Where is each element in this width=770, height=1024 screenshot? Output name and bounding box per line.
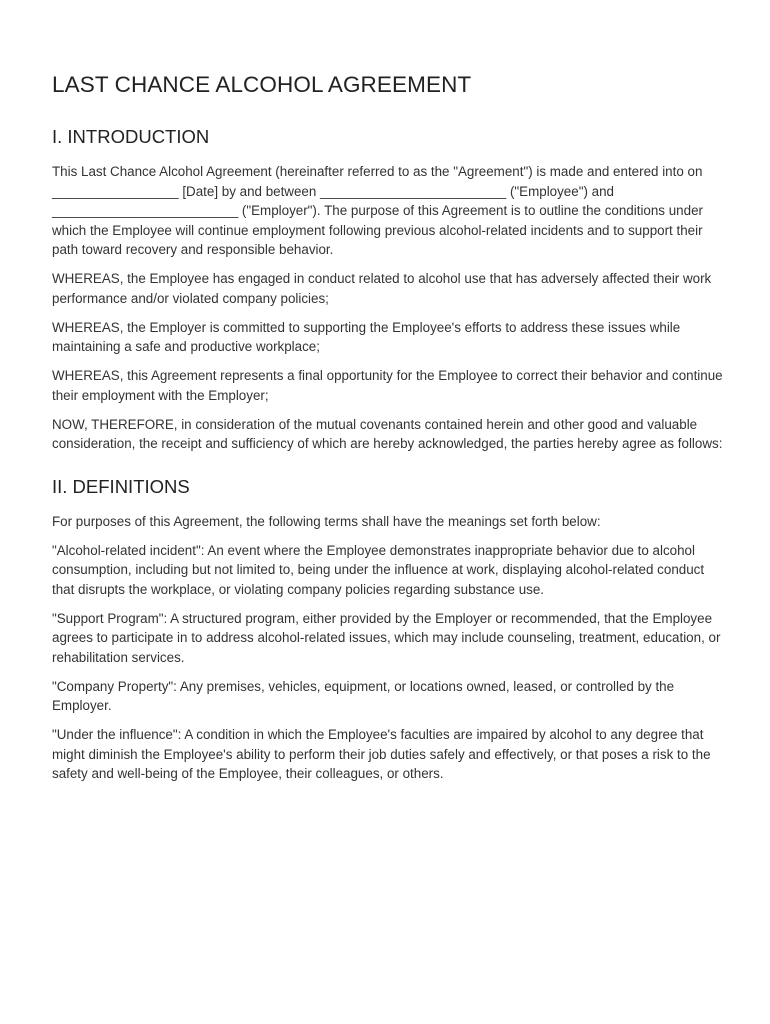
definition-support-program: "Support Program": A structured program, either provided by the Employer or recommended, that the Employee agrees to participate in to address alcohol-related issues, which may include counseling, treatment, education, or rehabilitation services.	[52, 610, 721, 665]
section-heading-introduction: I. INTRODUCTION	[52, 126, 210, 147]
whereas-final-opportunity-paragraph: WHEREAS, this Agreement represents a final opportunity for the Employee to correct their behavior and continue their employment with the Employer;	[52, 368, 723, 403]
definitions-intro-paragraph: For purposes of this Agreement, the following terms shall have the meanings set forth below:	[52, 513, 601, 529]
whereas-conduct-paragraph: WHEREAS, the Employee has engaged in conduct related to alcohol use that has adversely affected their work performance and/or violated company policies;	[52, 271, 712, 306]
definition-company-property: "Company Property": Any premises, vehicles, equipment, or locations owned, leased, or controlled by the Employer.	[52, 678, 675, 713]
definition-alcohol-related-incident: "Alcohol-related incident": An event where the Employee demonstrates inappropriate behavior due to alcohol consumption, including but not limited to, being under the influence at work, displaying alcohol-related conduct that disrupts the workplace, or violating company policies regarding substance use.	[52, 542, 705, 597]
section-heading-definitions: II. DEFINITIONS	[52, 475, 190, 497]
document-title: LAST CHANCE ALCOHOL AGREEMENT	[52, 72, 472, 97]
section-introduction	[52, 124, 724, 454]
definition-under-the-influence: "Under the influence": A condition in which the Employee's faculties are impaired by alcohol to any degree that might diminish the Employee's ability to perform their job duties safely and effectively, or that poses a risk to the safety and well-being of the Employee, their colleagues, or others.	[52, 727, 711, 781]
now-therefore-paragraph: NOW, THEREFORE, in consideration of the mutual covenants contained herein and other good and valuable consideration, the receipt and sufficiency of which are hereby acknowledged, the parties hereby agree as follows:	[52, 416, 723, 451]
section-definitions	[52, 474, 724, 784]
intro-paragraph: This Last Chance Alcohol Agreement (hereinafter referred to as the "Agreement") is made and entered into on _________________ [Date] by and between _________________________ ("Employee") and _________________________ ("Employer"). The purpose of this Agreement is to outline the conditions under which the Employee will continue employment following previous alcohol-related incidents and to support their path toward recovery and responsible behavior.	[52, 164, 703, 257]
document-page	[52, 70, 724, 793]
whereas-support-paragraph: WHEREAS, the Employer is committed to supporting the Employee's efforts to address these issues while maintaining a safe and productive workplace;	[52, 319, 681, 354]
